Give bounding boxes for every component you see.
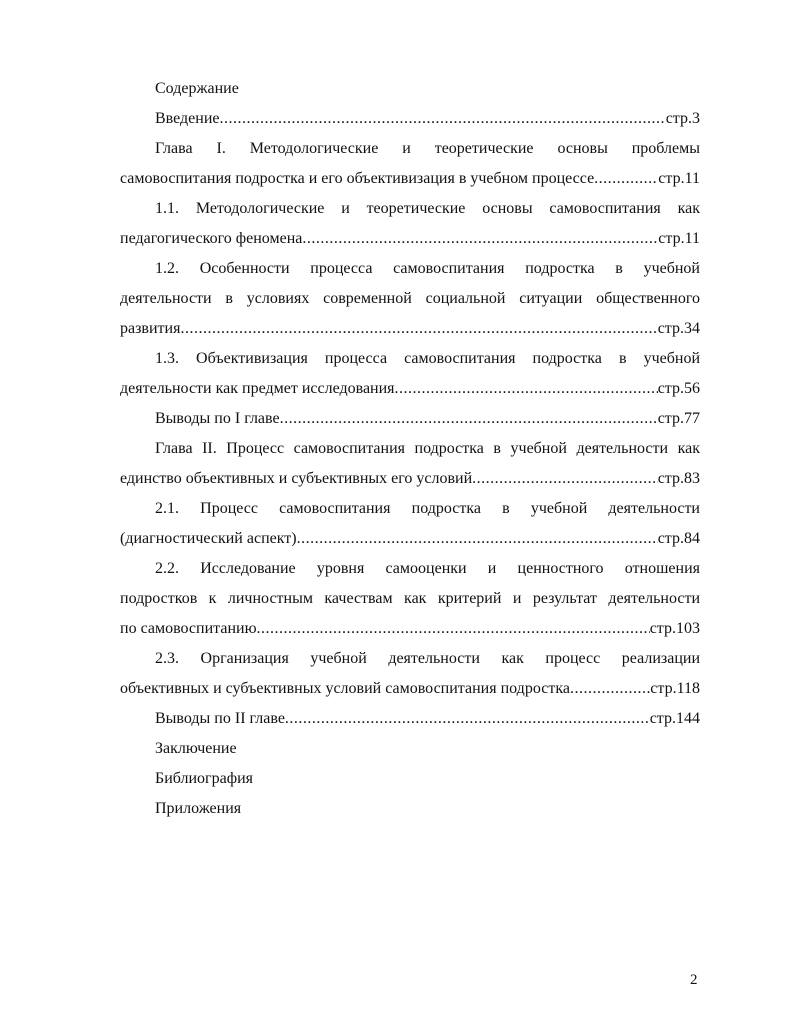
- dot-leader: [285, 704, 650, 734]
- toc-entry-label: педагогического феномена: [120, 230, 303, 247]
- toc-entry-chapter-1-line1: Глава I. Методологические и теоретические основы проблемы: [155, 140, 700, 157]
- toc-entry-label: объективных и субъективных условий самовоспитания подростка: [120, 680, 570, 697]
- dot-leader: [395, 374, 658, 404]
- toc-page-ref: стр.103: [649, 620, 700, 637]
- toc-entry-label: по самовоспитанию: [120, 620, 257, 637]
- toc-entry-chapter-2-line1: Глава II. Процесс самовоспитания подростка в учебной деятельности как: [155, 440, 700, 457]
- toc-page-ref: стр.11: [658, 230, 700, 247]
- toc-entry-1-2-line2: деятельности в условиях современной социальной ситуации общественного: [120, 290, 700, 307]
- toc-entry-chapter-2-line2: [120, 464, 700, 494]
- toc-page-ref: стр.77: [657, 410, 700, 427]
- page-number: 2: [690, 972, 698, 988]
- toc-page-ref: стр.144: [649, 710, 700, 727]
- toc-entry-2-3-line1: 2.3. Организация учебной деятельности как процесс реализации: [155, 650, 700, 667]
- toc-entry-1-3-line2: [120, 374, 700, 404]
- toc-entry-1-3-line1: 1.3. Объективизация процесса самовоспитания подростка в учебной: [155, 350, 700, 367]
- toc-entry-1-1-line1: 1.1. Методологические и теоретические основы самовоспитания как: [155, 200, 700, 217]
- toc-page-ref: стр.118: [650, 680, 700, 697]
- toc-entry-appendices: Приложения: [155, 800, 242, 817]
- toc-page-ref: стр.3: [665, 110, 700, 127]
- toc-entry-label: деятельности как предмет исследования: [120, 380, 395, 397]
- dot-leader: [594, 164, 658, 194]
- toc-entry-label: Выводы по I главе: [155, 410, 280, 427]
- toc-title: Содержание: [155, 80, 239, 97]
- dot-leader: [297, 524, 658, 554]
- toc-page-ref: стр.11: [658, 170, 700, 187]
- dot-leader: [472, 464, 658, 494]
- dot-leader: [220, 104, 666, 134]
- toc-entry-label: развития: [120, 320, 181, 337]
- toc-entry-2-2-line1: 2.2. Исследование уровня самооценки и ценностного отношения: [155, 560, 700, 577]
- toc-page-ref: стр.84: [657, 530, 700, 547]
- toc-entry-bibliography: Библиография: [155, 770, 253, 787]
- toc-entry-1-2-line3: [120, 314, 700, 344]
- dot-leader: [570, 674, 650, 704]
- dot-leader: [280, 404, 658, 434]
- toc-entry-label: Выводы по II главе: [155, 710, 285, 727]
- toc-entry-label: (диагностический аспект): [120, 530, 297, 547]
- dot-leader: [302, 224, 658, 254]
- toc-entry-label: Введение: [155, 110, 220, 127]
- dot-leader: [180, 314, 657, 344]
- toc-entry-conclusions-2: [120, 704, 700, 734]
- toc-page-ref: стр.56: [657, 380, 700, 397]
- toc-entry-2-3-line2: [120, 674, 700, 704]
- dot-leader: [257, 614, 650, 644]
- toc-entry-2-2-line3: [120, 614, 700, 644]
- toc-entry-introduction: [120, 104, 700, 134]
- toc-entry-1-2-line1: 1.2. Особенности процесса самовоспитания подростка в учебной: [155, 260, 700, 277]
- toc-entry-chapter-1-line2: [120, 164, 700, 194]
- table-of-contents: [120, 74, 700, 824]
- toc-entry-1-1-line2: [120, 224, 700, 254]
- toc-entry-2-2-line2: подростков к личностным качествам как критерий и результат деятельности: [120, 590, 700, 607]
- toc-entry-2-1-line1: 2.1. Процесс самовоспитания подростка в учебной деятельности: [155, 500, 700, 517]
- toc-page-ref: стр.83: [657, 470, 700, 487]
- toc-entry-label: самовоспитания подростка и его объективизация в учебном процессе: [120, 170, 595, 187]
- toc-entry-conclusion: Заключение: [155, 740, 237, 757]
- toc-page-ref: стр.34: [657, 320, 700, 337]
- toc-entry-conclusions-1: [120, 404, 700, 434]
- toc-entry-2-1-line2: [120, 524, 700, 554]
- toc-entry-label: единство объективных и субъективных его условий: [120, 470, 473, 487]
